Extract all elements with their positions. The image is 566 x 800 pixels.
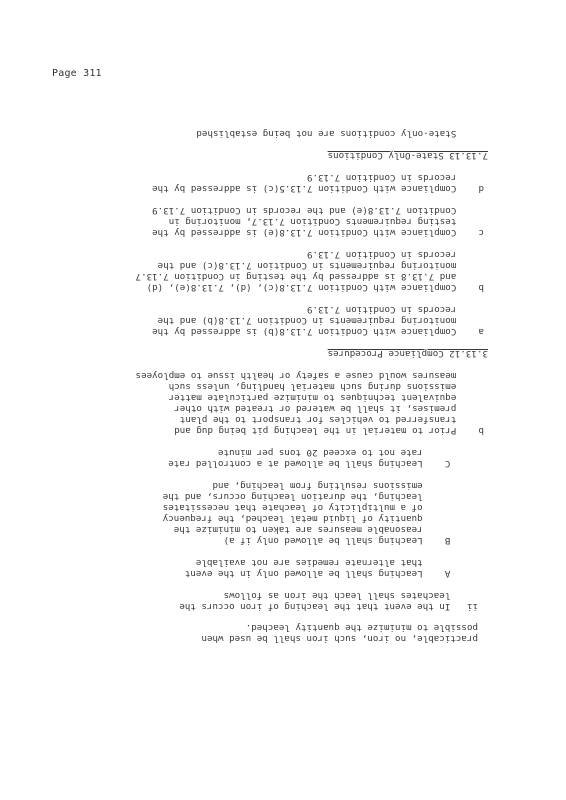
body-line: monitoring requirements in Condition 7.13.8(c) and the bbox=[157, 260, 484, 271]
body-line: and 7.13.8 is addressed by the testing in Condition 7.13.7 bbox=[135, 271, 484, 282]
body-line: monitoring requirements in Condition 7.13.8(b) and the bbox=[157, 315, 484, 326]
body-line: quantity of liquid metal leached, the frequency bbox=[162, 513, 478, 524]
body-line: records in Condition 7.13.9 bbox=[306, 249, 484, 260]
body-line: Condition 7.13.8(e) and the records in Condition 7.13.9 bbox=[152, 205, 484, 216]
body-line: rate not to exceed 20 tons per minute bbox=[218, 447, 478, 458]
body-line: c Compliance with Condition 7.13.8(e) is addressed by the bbox=[152, 227, 484, 238]
body-line: practicable, no iron, such iron shall be used when bbox=[201, 633, 478, 644]
body-line: B Leaching shall be allowed only if a) bbox=[223, 535, 478, 546]
body-line: testing requirements Condition 7.13.7, monitoring in bbox=[168, 216, 484, 227]
section-heading: 3.13.12 Compliance Procedures bbox=[327, 348, 488, 359]
body-line: C Leaching shall be allowed at a controlled rate bbox=[168, 458, 478, 469]
body-line: of a multiplicity of leachate that necessitates bbox=[162, 502, 478, 513]
body-line: b Prior to material in the leaching pit being dug and bbox=[174, 425, 484, 436]
body-line: equivalent techniques to minimize particulate matter bbox=[168, 392, 484, 403]
body-line: leachates shall leach the iron as follows bbox=[223, 590, 478, 601]
body-line: transferred to vehicles for transport to the plant bbox=[179, 414, 484, 425]
page-number: Page 311 bbox=[52, 68, 102, 79]
body-line: emissions during such material handling, unless such bbox=[168, 381, 484, 392]
body-line: ii In the event that the leaching of iron occurs the bbox=[179, 601, 478, 612]
section-heading: 7.13.13 State-Only Conditions bbox=[327, 150, 488, 161]
body-line: premises, it shall be watered or treated with other bbox=[174, 403, 484, 414]
body-line: A Leaching shall be allowed only in the event bbox=[184, 568, 478, 579]
body-line: leaching, the duration leaching occurs, and the bbox=[162, 491, 478, 502]
body-line: a Compliance with Condition 7.13.8(b) is addressed by the bbox=[152, 326, 484, 337]
body-line: reasonable measures are taken to minimize the bbox=[173, 524, 478, 535]
body-line: possible to minimize the quantity leached. bbox=[245, 622, 478, 633]
body-line: records in Condition 7.13.9 bbox=[306, 172, 484, 183]
body-line: that alternate remedies are not available bbox=[195, 557, 478, 568]
body-line: emissions resulting from leaching, and bbox=[212, 480, 478, 491]
body-line: measures would cause a safety or health issue to employees bbox=[135, 370, 484, 381]
body-line: records in Condition 7.13.9 bbox=[306, 304, 484, 315]
body-line: State-only conditions are not being established bbox=[196, 128, 484, 139]
body-line: b Compliance with Condition 7.13.8(c), (d), 7.13.8(e), (d) bbox=[146, 282, 484, 293]
body-line: d Compliance with Condition 7.13.5(c) is addressed by the bbox=[152, 183, 484, 194]
